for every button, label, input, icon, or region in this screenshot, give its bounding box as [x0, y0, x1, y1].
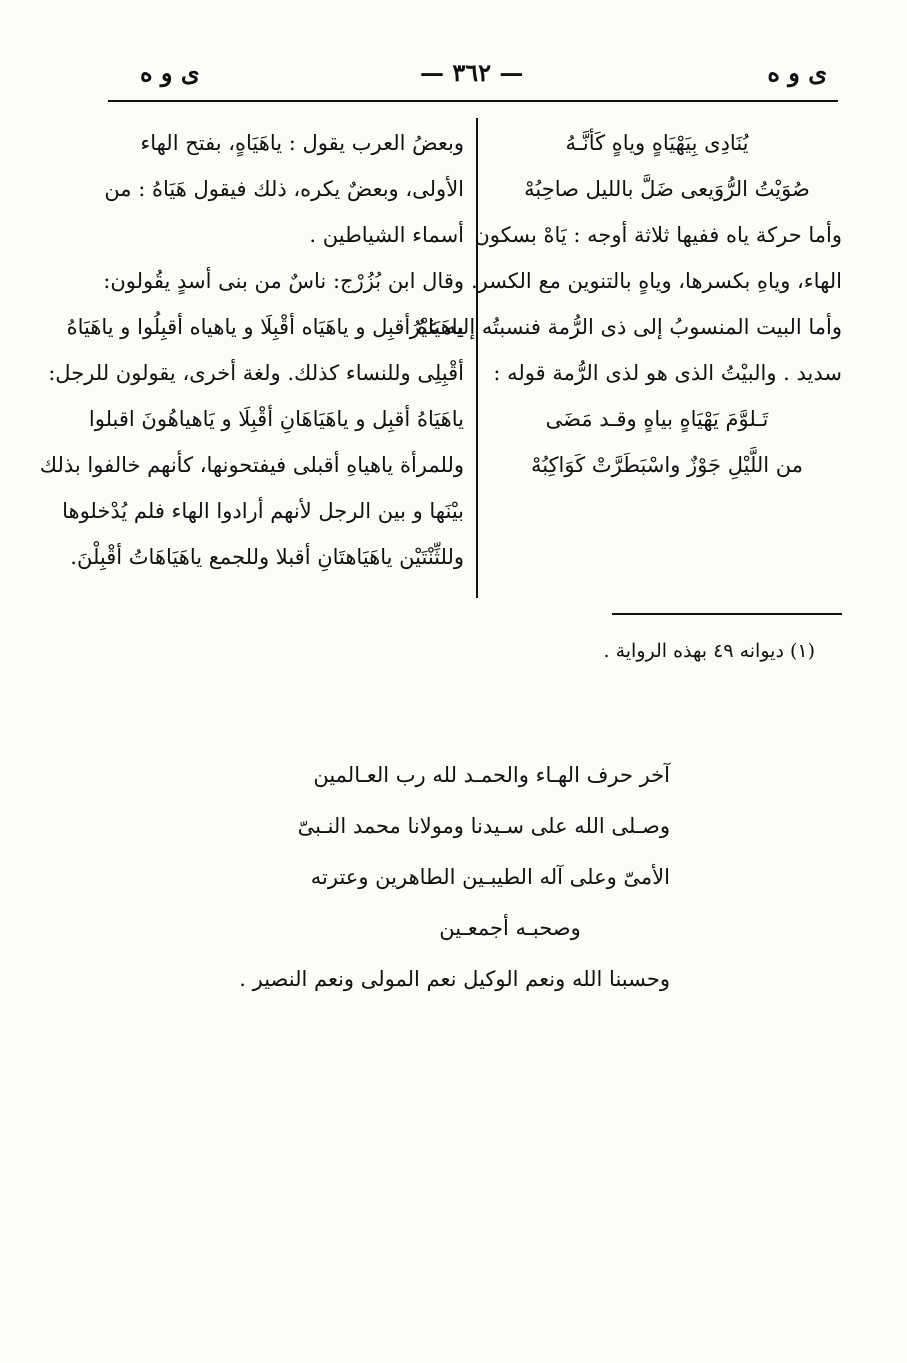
- running-head-left: ى و ه: [140, 58, 200, 87]
- colophon-line: آخر حرف الهـاء والحمـد لله رب العـالمين: [313, 763, 670, 787]
- colophon: [239, 750, 670, 1005]
- colophon-line: وصحبـه أجمعـين: [439, 916, 581, 940]
- colophon-line: وصـلى الله على سـيدنا ومولانا محمد النـبىّ: [297, 814, 670, 838]
- verse-hemistich: يُنَادِى بِيَهْيَاهٍ وياهٍ كَأنَّـهُ: [565, 131, 749, 155]
- running-head-right: ى و ه: [767, 58, 827, 87]
- column-divider: [476, 118, 478, 598]
- text-line: الهاء، وياهِ بكسرها، وياهٍ بالتنوين مع الكسر.: [470, 269, 842, 293]
- text-line: ياهَيَاهُ أقبِل و ياهَيَاهَانِ أقْبِلَا و يَاهياهُونَ اقبلوا: [88, 407, 464, 431]
- text-line: بيْنَها و بين الرجل لأنهم أرادوا الهاء فلم يُدْخلوها: [62, 499, 464, 523]
- text-line: الأولى، وبعضٌ يكره، ذلك فيقول هَيَاهُ : من: [104, 177, 464, 201]
- text-line: أسماء الشياطين .: [309, 223, 464, 247]
- footnote: (١) ديوانه ٤٩ بهذه الرواية .: [603, 640, 815, 662]
- verse-hemistich: صُوَيْتُ الرُّوَيعى ضَلَّ بالليل صاحِبُهْ: [524, 177, 810, 201]
- text-line: ياهَيَاهُ أقبِل و ياهَيَاه أقْبِلَا و ياهياه أقبِلُوا و ياهَيَاهُ: [66, 315, 464, 339]
- page-number: — ٣٦٢ —: [420, 58, 524, 87]
- text-line: سديد . والبيْتُ الذى هو لذى الرُّمة قوله :: [493, 361, 842, 385]
- text-line: وقال ابن بُزُرْج: ناسٌ من بنى أسدٍ يقُولون:: [103, 269, 464, 293]
- footnote-rule: [612, 613, 842, 615]
- text-line: وبعضُ العرب يقول : ياهَيَاهٍ، بفتح الهاء: [140, 131, 464, 155]
- verse-hemistich: من اللَّيْلِ جَوْزٌ واسْبَطَرَّتْ كَوَاكِبُهْ: [530, 453, 804, 477]
- right-column: [409, 120, 842, 488]
- text-line: وللمرأة ياهياهِ أقبلى فيفتحونها، كأنهم خالفوا بذلك: [39, 453, 464, 477]
- text-line: وللثِّنْتَيْن ياهَيَاهتَانِ أقبلا وللجمع ياهَيَاهَاتُ أقْبِلْنَ.: [70, 545, 464, 569]
- colophon-line: وحسبنا الله ونعم الوكيل نعم المولى ونعم النصير .: [239, 967, 670, 991]
- text-line: أقْبِلِى وللنساء كذلك. ولغة أخرى، يقولون للرجل:: [48, 361, 464, 385]
- text-line: وأما حركة ياه ففيها ثلاثة أوجه : يَاهْ بسكون: [474, 223, 842, 247]
- text-line: وأما البيت المنسوبُ إلى ذى الرُّمة فنسبتُه إليه غيْرُ: [409, 315, 842, 339]
- header-rule: [108, 100, 838, 102]
- left-column: [39, 120, 464, 580]
- verse-hemistich: تَـلوَّمَ يَهْيَاهٍ بياهٍ وقـد مَضَى: [545, 407, 769, 431]
- colophon-line: الأمىّ وعلى آله الطيبـين الطاهرين وعترته: [310, 865, 670, 889]
